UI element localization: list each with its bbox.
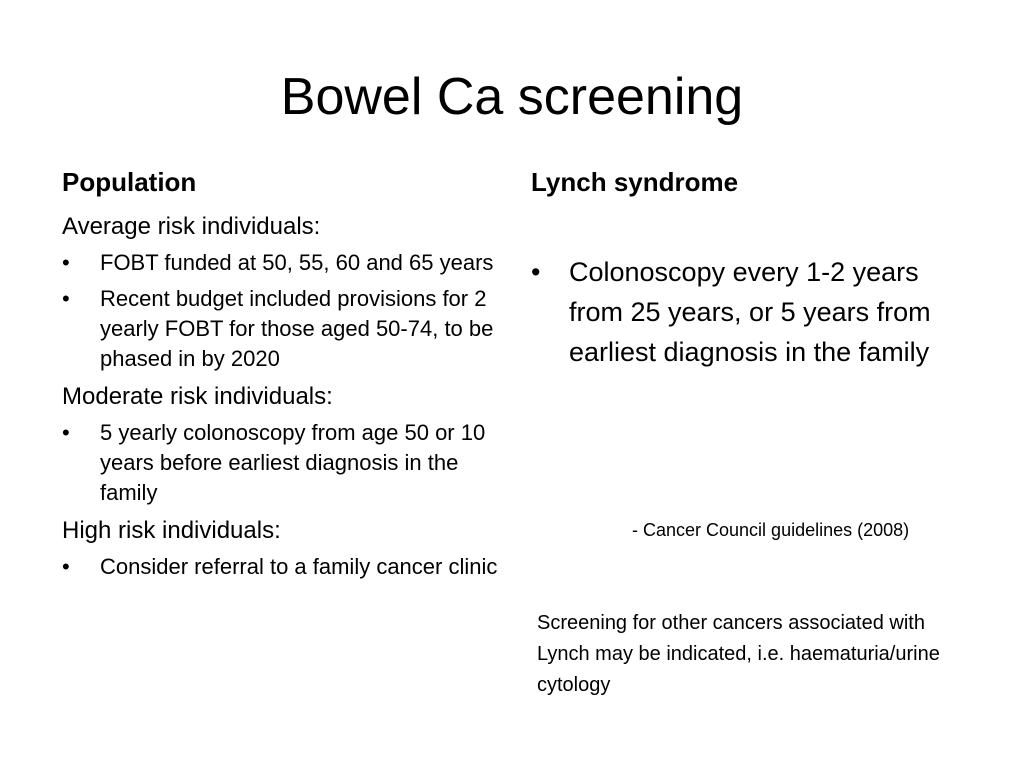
moderate-risk-list xyxy=(62,418,502,508)
bullet-text: Recent budget included provisions for 2 yearly FOBT for those aged 50-74, to be phased in by 2020 xyxy=(100,286,494,371)
bullet-icon: • xyxy=(62,250,70,275)
bullet-icon: • xyxy=(531,257,541,287)
list-item xyxy=(531,252,931,372)
lynch-syndrome-heading: Lynch syndrome xyxy=(531,167,739,197)
bullet-text: 5 yearly colonoscopy from age 50 or 10 years before earliest diagnosis in the family xyxy=(100,420,486,505)
list-item xyxy=(62,552,502,582)
bullet-icon: • xyxy=(62,420,70,445)
group-label-high-risk: High risk individuals: xyxy=(62,517,281,544)
citation: - Cancer Council guidelines (2008) xyxy=(632,520,910,540)
bullet-text: FOBT funded at 50, 55, 60 and 65 years xyxy=(100,250,494,275)
population-heading: Population xyxy=(62,167,197,197)
list-item xyxy=(62,284,502,374)
list-item xyxy=(62,248,502,278)
average-risk-list xyxy=(62,248,502,374)
list-item xyxy=(62,418,502,508)
bullet-text: Colonoscopy every 1-2 years from 25 years, or 5 years from earliest diagnosis in the family xyxy=(569,257,931,367)
bullet-text: Consider referral to a family cancer clinic xyxy=(100,554,498,579)
bullet-icon: • xyxy=(62,554,70,579)
slide-title: Bowel Ca screening xyxy=(280,68,744,126)
lynch-syndrome-content xyxy=(531,252,931,372)
group-label-moderate-risk: Moderate risk individuals: xyxy=(62,383,333,410)
bullet-icon: • xyxy=(62,286,70,311)
group-label-average-risk: Average risk individuals: xyxy=(62,213,321,240)
population-content xyxy=(62,210,502,588)
high-risk-list xyxy=(62,552,502,582)
footnote: Screening for other cancers associated with Lynch may be indicated, i.e. haematuria/urine cytology xyxy=(537,612,940,696)
